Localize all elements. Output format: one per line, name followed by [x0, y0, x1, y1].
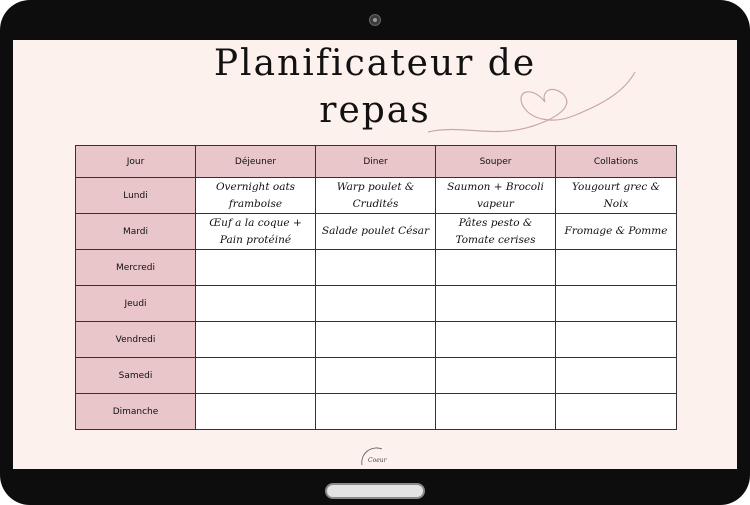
meal-cell[interactable]: [316, 286, 436, 322]
meal-cell[interactable]: [556, 394, 677, 430]
meal-cell[interactable]: [316, 322, 436, 358]
meal-planner-table: [75, 145, 677, 430]
meal-text: Yougourt grec & Noix: [571, 180, 660, 210]
meal-cell[interactable]: [436, 178, 556, 214]
table-row: [76, 394, 677, 430]
header-cell-diner: Diner: [316, 146, 436, 178]
title-line-2: repas: [319, 90, 431, 131]
meal-text: Overnight oats framboise: [215, 180, 296, 210]
meal-cell[interactable]: [436, 394, 556, 430]
table-row: [76, 358, 677, 394]
table-row: [76, 322, 677, 358]
header-cell-collations: Collations: [556, 146, 677, 178]
meal-cell[interactable]: [556, 250, 677, 286]
meal-cell[interactable]: [436, 214, 556, 250]
meal-cell[interactable]: [436, 286, 556, 322]
meal-cell[interactable]: [556, 322, 677, 358]
day-label: Samedi: [76, 358, 196, 394]
meal-cell[interactable]: [196, 214, 316, 250]
meal-cell[interactable]: [316, 178, 436, 214]
table-row: [76, 214, 677, 250]
day-label: Jeudi: [76, 286, 196, 322]
camera-icon: [369, 14, 381, 26]
header-cell-jour: Jour: [76, 146, 196, 178]
meal-cell[interactable]: [316, 358, 436, 394]
meal-cell[interactable]: [196, 322, 316, 358]
meal-cell[interactable]: [436, 250, 556, 286]
day-label: Vendredi: [76, 322, 196, 358]
meal-cell[interactable]: [196, 286, 316, 322]
home-button[interactable]: [325, 483, 425, 499]
title-line-1: Planificateur de: [213, 43, 537, 84]
header-cell-dejeuner: Déjeuner: [196, 146, 316, 178]
meal-cell[interactable]: [556, 358, 677, 394]
meal-cell[interactable]: [556, 214, 677, 250]
meal-cell[interactable]: [556, 178, 677, 214]
table-row: [76, 286, 677, 322]
meal-text: Saumon + Brocoli vapeur: [447, 180, 544, 210]
table-row: [76, 178, 677, 214]
meal-cell[interactable]: [316, 250, 436, 286]
meal-text: Fromage & Pomme: [564, 225, 668, 237]
day-label: Dimanche: [76, 394, 196, 430]
meal-text: Warp poulet & Crudités: [336, 180, 415, 210]
meal-cell[interactable]: [196, 250, 316, 286]
logo-icon: [358, 443, 392, 469]
screen: [13, 40, 737, 469]
meal-cell[interactable]: [436, 358, 556, 394]
meal-cell[interactable]: [196, 358, 316, 394]
day-label: Mardi: [76, 214, 196, 250]
meal-cell[interactable]: [196, 178, 316, 214]
meal-cell[interactable]: [436, 322, 556, 358]
meal-cell[interactable]: [556, 286, 677, 322]
header-cell-souper: Souper: [436, 146, 556, 178]
meal-text: Salade poulet César: [321, 225, 430, 237]
meal-text: Œuf a la coque + Pain protéiné: [209, 216, 302, 246]
heart-doodle-icon: [423, 64, 653, 144]
table-row: [76, 250, 677, 286]
meal-text: Pâtes pesto & Tomate cerises: [455, 216, 536, 246]
logo-text: Coeur: [368, 457, 387, 464]
day-label: Mercredi: [76, 250, 196, 286]
meal-cell[interactable]: [316, 214, 436, 250]
day-label: Lundi: [76, 178, 196, 214]
meal-cell[interactable]: [316, 394, 436, 430]
table-header-row: [76, 146, 677, 178]
meal-cell[interactable]: [196, 394, 316, 430]
